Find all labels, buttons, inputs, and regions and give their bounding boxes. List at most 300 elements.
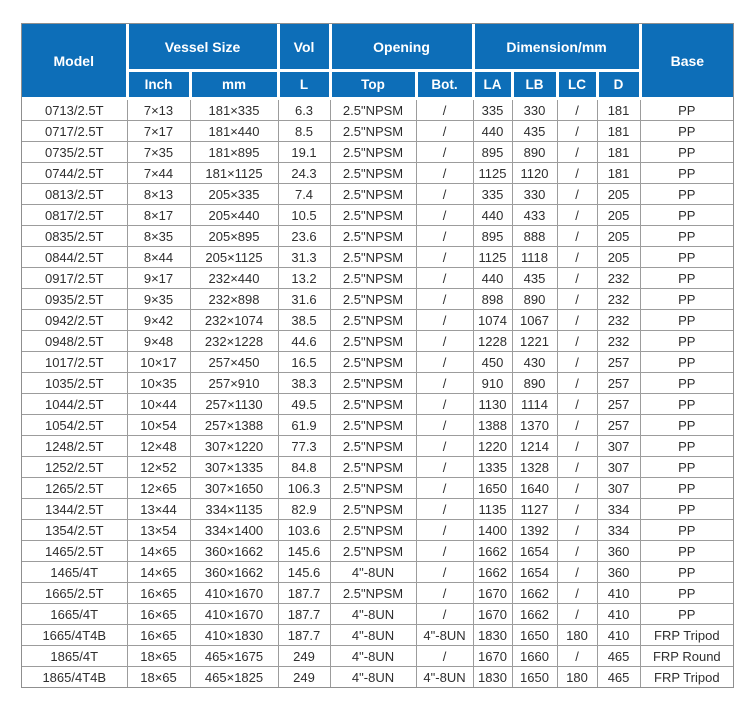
cell-vol-l: 82.9 bbox=[278, 499, 330, 520]
cell-inch: 12×52 bbox=[127, 457, 190, 478]
cell-mm: 205×335 bbox=[190, 184, 278, 205]
header-dimension-mm: Dimension/mm bbox=[473, 24, 640, 71]
cell-lb: 330 bbox=[512, 184, 557, 205]
cell-d: 465 bbox=[597, 667, 640, 688]
cell-opening-top: 2.5"NPSM bbox=[330, 289, 416, 310]
cell-lb: 330 bbox=[512, 99, 557, 121]
cell-inch: 10×35 bbox=[127, 373, 190, 394]
cell-d: 307 bbox=[597, 436, 640, 457]
cell-lc: / bbox=[557, 205, 597, 226]
cell-base: PP bbox=[640, 457, 733, 478]
cell-mm: 181×895 bbox=[190, 142, 278, 163]
table-row bbox=[22, 436, 733, 457]
table-row bbox=[22, 499, 733, 520]
cell-vol-l: 31.6 bbox=[278, 289, 330, 310]
table-row bbox=[22, 331, 733, 352]
cell-base: FRP Round bbox=[640, 646, 733, 667]
cell-lc: / bbox=[557, 604, 597, 625]
table-row bbox=[22, 667, 733, 688]
cell-lb: 890 bbox=[512, 373, 557, 394]
header-d: D bbox=[597, 71, 640, 99]
cell-model: 1044/2.5T bbox=[22, 394, 127, 415]
cell-lc: / bbox=[557, 562, 597, 583]
cell-d: 307 bbox=[597, 478, 640, 499]
cell-opening-top: 2.5"NPSM bbox=[330, 541, 416, 562]
header-l: L bbox=[278, 71, 330, 99]
cell-la: 1388 bbox=[473, 415, 512, 436]
cell-lc: 180 bbox=[557, 625, 597, 646]
cell-lb: 1114 bbox=[512, 394, 557, 415]
cell-model: 0813/2.5T bbox=[22, 184, 127, 205]
cell-lb: 1650 bbox=[512, 625, 557, 646]
cell-base: PP bbox=[640, 268, 733, 289]
header-opening: Opening bbox=[330, 24, 473, 71]
cell-lc: / bbox=[557, 99, 597, 121]
cell-lc: / bbox=[557, 436, 597, 457]
header-base: Base bbox=[640, 24, 733, 99]
cell-opening-bot: / bbox=[416, 163, 473, 184]
cell-mm: 181×440 bbox=[190, 121, 278, 142]
cell-inch: 7×17 bbox=[127, 121, 190, 142]
cell-d: 257 bbox=[597, 373, 640, 394]
cell-d: 205 bbox=[597, 184, 640, 205]
cell-lb: 890 bbox=[512, 142, 557, 163]
cell-model: 1865/4T4B bbox=[22, 667, 127, 688]
cell-lc: / bbox=[557, 394, 597, 415]
cell-base: PP bbox=[640, 478, 733, 499]
cell-base: PP bbox=[640, 247, 733, 268]
cell-lc: / bbox=[557, 352, 597, 373]
cell-opening-bot: / bbox=[416, 99, 473, 121]
table-row bbox=[22, 142, 733, 163]
cell-mm: 232×1228 bbox=[190, 331, 278, 352]
cell-inch: 13×54 bbox=[127, 520, 190, 541]
cell-vol-l: 38.5 bbox=[278, 310, 330, 331]
cell-d: 232 bbox=[597, 331, 640, 352]
cell-vol-l: 84.8 bbox=[278, 457, 330, 478]
cell-lb: 1660 bbox=[512, 646, 557, 667]
cell-mm: 410×1830 bbox=[190, 625, 278, 646]
cell-model: 0717/2.5T bbox=[22, 121, 127, 142]
cell-vol-l: 13.2 bbox=[278, 268, 330, 289]
cell-opening-top: 2.5"NPSM bbox=[330, 394, 416, 415]
cell-vol-l: 49.5 bbox=[278, 394, 330, 415]
cell-opening-bot: / bbox=[416, 541, 473, 562]
cell-opening-top: 2.5"NPSM bbox=[330, 457, 416, 478]
cell-vol-l: 19.1 bbox=[278, 142, 330, 163]
cell-opening-bot: / bbox=[416, 562, 473, 583]
cell-base: PP bbox=[640, 541, 733, 562]
cell-inch: 12×48 bbox=[127, 436, 190, 457]
cell-model: 1265/2.5T bbox=[22, 478, 127, 499]
cell-inch: 12×65 bbox=[127, 478, 190, 499]
cell-la: 1662 bbox=[473, 562, 512, 583]
cell-lc: 180 bbox=[557, 667, 597, 688]
table-row bbox=[22, 625, 733, 646]
table-row bbox=[22, 415, 733, 436]
cell-mm: 307×1220 bbox=[190, 436, 278, 457]
cell-opening-top: 2.5"NPSM bbox=[330, 163, 416, 184]
cell-mm: 205×440 bbox=[190, 205, 278, 226]
cell-opening-bot: / bbox=[416, 121, 473, 142]
cell-mm: 334×1135 bbox=[190, 499, 278, 520]
cell-model: 1354/2.5T bbox=[22, 520, 127, 541]
cell-d: 334 bbox=[597, 520, 640, 541]
cell-la: 1830 bbox=[473, 625, 512, 646]
table-row bbox=[22, 99, 733, 121]
cell-mm: 232×898 bbox=[190, 289, 278, 310]
cell-la: 895 bbox=[473, 226, 512, 247]
cell-lb: 435 bbox=[512, 121, 557, 142]
cell-inch: 9×42 bbox=[127, 310, 190, 331]
cell-model: 0817/2.5T bbox=[22, 205, 127, 226]
cell-lc: / bbox=[557, 373, 597, 394]
cell-mm: 360×1662 bbox=[190, 562, 278, 583]
header-mm: mm bbox=[190, 71, 278, 99]
cell-lc: / bbox=[557, 457, 597, 478]
cell-opening-top: 4"-8UN bbox=[330, 562, 416, 583]
cell-model: 1465/4T bbox=[22, 562, 127, 583]
cell-lb: 1221 bbox=[512, 331, 557, 352]
cell-opening-top: 2.5"NPSM bbox=[330, 478, 416, 499]
cell-vol-l: 6.3 bbox=[278, 99, 330, 121]
cell-d: 205 bbox=[597, 205, 640, 226]
header-inch: Inch bbox=[127, 71, 190, 99]
cell-lb: 1118 bbox=[512, 247, 557, 268]
cell-vol-l: 24.3 bbox=[278, 163, 330, 184]
cell-base: FRP Tripod bbox=[640, 667, 733, 688]
cell-d: 465 bbox=[597, 646, 640, 667]
cell-opening-top: 4"-8UN bbox=[330, 646, 416, 667]
cell-model: 0744/2.5T bbox=[22, 163, 127, 184]
cell-base: PP bbox=[640, 520, 733, 541]
cell-opening-bot: / bbox=[416, 415, 473, 436]
cell-opening-bot: / bbox=[416, 247, 473, 268]
cell-inch: 14×65 bbox=[127, 562, 190, 583]
cell-opening-bot: / bbox=[416, 373, 473, 394]
cell-lb: 1654 bbox=[512, 541, 557, 562]
cell-opening-bot: / bbox=[416, 268, 473, 289]
cell-opening-bot: / bbox=[416, 583, 473, 604]
cell-opening-bot: / bbox=[416, 457, 473, 478]
cell-lc: / bbox=[557, 646, 597, 667]
cell-opening-bot: / bbox=[416, 520, 473, 541]
cell-mm: 334×1400 bbox=[190, 520, 278, 541]
cell-base: PP bbox=[640, 373, 733, 394]
header-vol: Vol bbox=[278, 24, 330, 71]
table-row bbox=[22, 310, 733, 331]
cell-mm: 257×1388 bbox=[190, 415, 278, 436]
cell-d: 232 bbox=[597, 289, 640, 310]
cell-lb: 1650 bbox=[512, 667, 557, 688]
cell-mm: 181×335 bbox=[190, 99, 278, 121]
cell-opening-top: 2.5"NPSM bbox=[330, 205, 416, 226]
cell-base: PP bbox=[640, 205, 733, 226]
table-row bbox=[22, 646, 733, 667]
cell-opening-top: 2.5"NPSM bbox=[330, 121, 416, 142]
cell-inch: 16×65 bbox=[127, 625, 190, 646]
cell-base: FRP Tripod bbox=[640, 625, 733, 646]
cell-la: 910 bbox=[473, 373, 512, 394]
cell-model: 1017/2.5T bbox=[22, 352, 127, 373]
cell-mm: 232×1074 bbox=[190, 310, 278, 331]
cell-model: 1252/2.5T bbox=[22, 457, 127, 478]
cell-d: 410 bbox=[597, 583, 640, 604]
cell-la: 1670 bbox=[473, 646, 512, 667]
cell-d: 334 bbox=[597, 499, 640, 520]
cell-vol-l: 8.5 bbox=[278, 121, 330, 142]
cell-vol-l: 23.6 bbox=[278, 226, 330, 247]
table-row bbox=[22, 541, 733, 562]
cell-la: 895 bbox=[473, 142, 512, 163]
cell-lc: / bbox=[557, 331, 597, 352]
cell-model: 1465/2.5T bbox=[22, 541, 127, 562]
cell-opening-top: 4"-8UN bbox=[330, 625, 416, 646]
cell-inch: 16×65 bbox=[127, 583, 190, 604]
cell-d: 232 bbox=[597, 268, 640, 289]
cell-base: PP bbox=[640, 604, 733, 625]
cell-inch: 10×44 bbox=[127, 394, 190, 415]
table-row bbox=[22, 583, 733, 604]
cell-mm: 410×1670 bbox=[190, 604, 278, 625]
cell-opening-bot: / bbox=[416, 646, 473, 667]
spec-table bbox=[22, 24, 733, 687]
cell-model: 1865/4T bbox=[22, 646, 127, 667]
cell-lc: / bbox=[557, 310, 597, 331]
cell-model: 0917/2.5T bbox=[22, 268, 127, 289]
cell-d: 181 bbox=[597, 121, 640, 142]
table-row bbox=[22, 121, 733, 142]
cell-lc: / bbox=[557, 163, 597, 184]
cell-model: 1035/2.5T bbox=[22, 373, 127, 394]
cell-base: PP bbox=[640, 562, 733, 583]
cell-mm: 257×1130 bbox=[190, 394, 278, 415]
cell-lc: / bbox=[557, 268, 597, 289]
cell-inch: 7×44 bbox=[127, 163, 190, 184]
cell-lb: 1640 bbox=[512, 478, 557, 499]
cell-opening-top: 2.5"NPSM bbox=[330, 142, 416, 163]
cell-vol-l: 106.3 bbox=[278, 478, 330, 499]
header-vessel-size: Vessel Size bbox=[127, 24, 278, 71]
table-row bbox=[22, 394, 733, 415]
cell-opening-bot: 4"-8UN bbox=[416, 667, 473, 688]
cell-la: 1335 bbox=[473, 457, 512, 478]
cell-opening-top: 4"-8UN bbox=[330, 667, 416, 688]
cell-vol-l: 31.3 bbox=[278, 247, 330, 268]
cell-lb: 888 bbox=[512, 226, 557, 247]
cell-la: 1670 bbox=[473, 604, 512, 625]
cell-inch: 9×17 bbox=[127, 268, 190, 289]
table-row bbox=[22, 163, 733, 184]
cell-model: 0942/2.5T bbox=[22, 310, 127, 331]
cell-la: 1130 bbox=[473, 394, 512, 415]
cell-d: 257 bbox=[597, 394, 640, 415]
cell-mm: 205×895 bbox=[190, 226, 278, 247]
cell-d: 181 bbox=[597, 142, 640, 163]
cell-opening-bot: / bbox=[416, 331, 473, 352]
header-lb: LB bbox=[512, 71, 557, 99]
cell-model: 0935/2.5T bbox=[22, 289, 127, 310]
cell-opening-top: 2.5"NPSM bbox=[330, 436, 416, 457]
cell-base: PP bbox=[640, 415, 733, 436]
cell-opening-bot: 4"-8UN bbox=[416, 625, 473, 646]
table-row bbox=[22, 205, 733, 226]
cell-opening-top: 2.5"NPSM bbox=[330, 520, 416, 541]
cell-lb: 1214 bbox=[512, 436, 557, 457]
cell-opening-bot: / bbox=[416, 478, 473, 499]
cell-inch: 13×44 bbox=[127, 499, 190, 520]
cell-opening-top: 2.5"NPSM bbox=[330, 499, 416, 520]
cell-d: 410 bbox=[597, 625, 640, 646]
header-lc: LC bbox=[557, 71, 597, 99]
cell-inch: 9×48 bbox=[127, 331, 190, 352]
cell-la: 1400 bbox=[473, 520, 512, 541]
cell-inch: 16×65 bbox=[127, 604, 190, 625]
cell-opening-top: 2.5"NPSM bbox=[330, 247, 416, 268]
cell-d: 232 bbox=[597, 310, 640, 331]
cell-lb: 1127 bbox=[512, 499, 557, 520]
cell-mm: 257×450 bbox=[190, 352, 278, 373]
cell-opening-top: 2.5"NPSM bbox=[330, 583, 416, 604]
cell-opening-bot: / bbox=[416, 604, 473, 625]
cell-d: 360 bbox=[597, 541, 640, 562]
cell-lc: / bbox=[557, 520, 597, 541]
cell-inch: 10×54 bbox=[127, 415, 190, 436]
cell-base: PP bbox=[640, 352, 733, 373]
header-bot: Bot. bbox=[416, 71, 473, 99]
cell-lc: / bbox=[557, 583, 597, 604]
cell-vol-l: 187.7 bbox=[278, 625, 330, 646]
cell-la: 335 bbox=[473, 184, 512, 205]
cell-opening-top: 2.5"NPSM bbox=[330, 268, 416, 289]
cell-la: 1650 bbox=[473, 478, 512, 499]
cell-model: 1665/4T bbox=[22, 604, 127, 625]
cell-lc: / bbox=[557, 478, 597, 499]
cell-lb: 890 bbox=[512, 289, 557, 310]
cell-model: 0844/2.5T bbox=[22, 247, 127, 268]
cell-la: 1228 bbox=[473, 331, 512, 352]
cell-d: 181 bbox=[597, 99, 640, 121]
table-row bbox=[22, 457, 733, 478]
cell-lc: / bbox=[557, 226, 597, 247]
cell-base: PP bbox=[640, 394, 733, 415]
cell-la: 1135 bbox=[473, 499, 512, 520]
cell-la: 1125 bbox=[473, 163, 512, 184]
cell-mm: 465×1825 bbox=[190, 667, 278, 688]
cell-base: PP bbox=[640, 184, 733, 205]
cell-opening-bot: / bbox=[416, 310, 473, 331]
cell-vol-l: 145.6 bbox=[278, 541, 330, 562]
cell-base: PP bbox=[640, 226, 733, 247]
cell-model: 1248/2.5T bbox=[22, 436, 127, 457]
cell-mm: 257×910 bbox=[190, 373, 278, 394]
cell-lc: / bbox=[557, 184, 597, 205]
cell-opening-bot: / bbox=[416, 289, 473, 310]
cell-lc: / bbox=[557, 541, 597, 562]
cell-opening-top: 2.5"NPSM bbox=[330, 331, 416, 352]
cell-inch: 18×65 bbox=[127, 646, 190, 667]
cell-opening-bot: / bbox=[416, 394, 473, 415]
cell-model: 1665/4T4B bbox=[22, 625, 127, 646]
cell-vol-l: 249 bbox=[278, 667, 330, 688]
cell-model: 0835/2.5T bbox=[22, 226, 127, 247]
cell-la: 440 bbox=[473, 121, 512, 142]
header-model: Model bbox=[22, 24, 127, 99]
table-row bbox=[22, 226, 733, 247]
cell-la: 1662 bbox=[473, 541, 512, 562]
cell-vol-l: 103.6 bbox=[278, 520, 330, 541]
cell-la: 450 bbox=[473, 352, 512, 373]
cell-la: 440 bbox=[473, 268, 512, 289]
cell-vol-l: 10.5 bbox=[278, 205, 330, 226]
cell-la: 1670 bbox=[473, 583, 512, 604]
cell-vol-l: 145.6 bbox=[278, 562, 330, 583]
cell-base: PP bbox=[640, 310, 733, 331]
cell-la: 1125 bbox=[473, 247, 512, 268]
cell-d: 257 bbox=[597, 352, 640, 373]
spec-table-container bbox=[21, 23, 734, 688]
cell-lb: 430 bbox=[512, 352, 557, 373]
cell-inch: 7×35 bbox=[127, 142, 190, 163]
cell-base: PP bbox=[640, 163, 733, 184]
cell-opening-bot: / bbox=[416, 352, 473, 373]
table-row bbox=[22, 478, 733, 499]
cell-opening-top: 2.5"NPSM bbox=[330, 352, 416, 373]
cell-model: 1054/2.5T bbox=[22, 415, 127, 436]
cell-lc: / bbox=[557, 289, 597, 310]
cell-la: 1074 bbox=[473, 310, 512, 331]
cell-lb: 1067 bbox=[512, 310, 557, 331]
cell-opening-bot: / bbox=[416, 499, 473, 520]
cell-lb: 1662 bbox=[512, 604, 557, 625]
cell-d: 205 bbox=[597, 247, 640, 268]
cell-mm: 307×1335 bbox=[190, 457, 278, 478]
cell-d: 205 bbox=[597, 226, 640, 247]
cell-lc: / bbox=[557, 499, 597, 520]
cell-base: PP bbox=[640, 142, 733, 163]
cell-base: PP bbox=[640, 499, 733, 520]
cell-mm: 232×440 bbox=[190, 268, 278, 289]
cell-lb: 1120 bbox=[512, 163, 557, 184]
header-la: LA bbox=[473, 71, 512, 99]
cell-lb: 433 bbox=[512, 205, 557, 226]
cell-mm: 307×1650 bbox=[190, 478, 278, 499]
cell-d: 410 bbox=[597, 604, 640, 625]
cell-mm: 410×1670 bbox=[190, 583, 278, 604]
cell-opening-top: 4"-8UN bbox=[330, 604, 416, 625]
cell-lb: 1392 bbox=[512, 520, 557, 541]
cell-inch: 18×65 bbox=[127, 667, 190, 688]
cell-vol-l: 61.9 bbox=[278, 415, 330, 436]
header-top: Top bbox=[330, 71, 416, 99]
table-row bbox=[22, 520, 733, 541]
cell-opening-bot: / bbox=[416, 205, 473, 226]
cell-base: PP bbox=[640, 583, 733, 604]
table-row bbox=[22, 352, 733, 373]
table-row bbox=[22, 268, 733, 289]
cell-vol-l: 44.6 bbox=[278, 331, 330, 352]
table-row bbox=[22, 247, 733, 268]
spec-table-header bbox=[22, 24, 733, 99]
table-row bbox=[22, 562, 733, 583]
cell-opening-top: 2.5"NPSM bbox=[330, 310, 416, 331]
cell-opening-bot: / bbox=[416, 142, 473, 163]
cell-la: 335 bbox=[473, 99, 512, 121]
cell-opening-top: 2.5"NPSM bbox=[330, 226, 416, 247]
cell-model: 1665/2.5T bbox=[22, 583, 127, 604]
cell-inch: 10×17 bbox=[127, 352, 190, 373]
table-row bbox=[22, 604, 733, 625]
